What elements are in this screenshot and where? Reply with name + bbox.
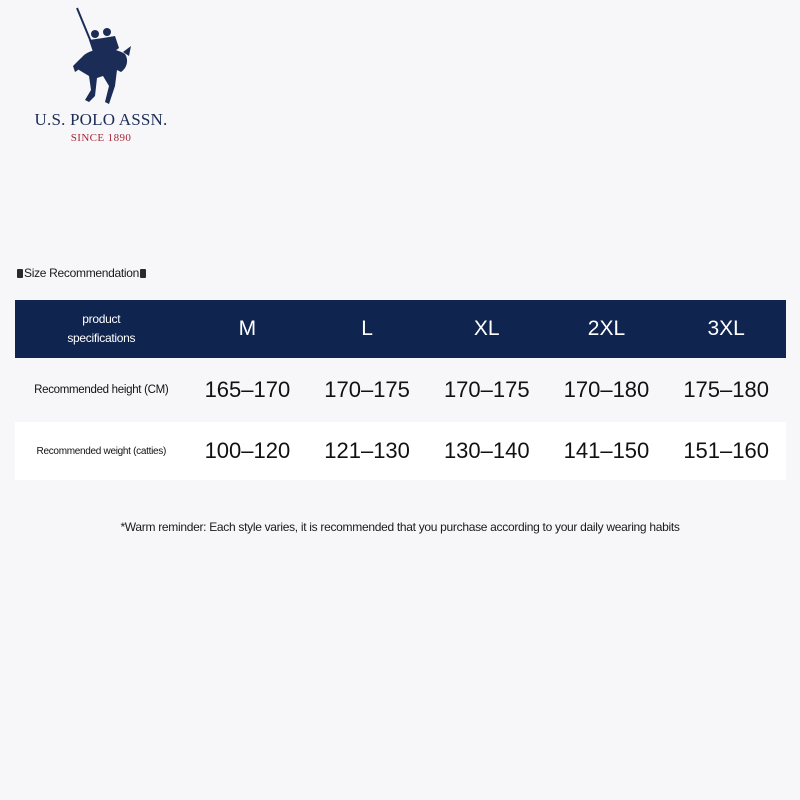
row-label-weight: Recommended weight (catties): [36, 445, 166, 457]
size-m: M: [238, 317, 257, 340]
table-row: [15, 422, 786, 480]
table-header-row: [15, 300, 786, 358]
size-3xl: 3XL: [707, 317, 745, 340]
table-cell: 175–180: [683, 377, 769, 402]
header-label-line-1: product: [82, 312, 121, 326]
row-label-height: Recommended height (CM): [34, 383, 169, 396]
table-cell: 130–140: [443, 438, 530, 463]
table-cell: 151–160: [683, 438, 769, 463]
table-cell: 170–175: [443, 377, 530, 402]
bracket-left-icon: [17, 269, 23, 278]
header-label: [15, 310, 188, 348]
bracket-right-icon: [140, 269, 146, 278]
header-label-line-2: specifications: [67, 331, 136, 345]
brand-logo: [24, 6, 178, 146]
section-title: [16, 266, 147, 280]
brand-name: U.S. POLO ASSN.: [34, 110, 168, 129]
section-title-text: Size Recommendation: [24, 266, 140, 280]
table-cell: 165–170: [204, 377, 291, 402]
size-table: [15, 300, 786, 480]
table-cell: 100–120: [204, 438, 291, 463]
size-2xl: 2XL: [587, 317, 626, 340]
warm-reminder-note: *Warm reminder: Each style varies, it is recommended that you purchase according to your daily wearing habits: [120, 520, 680, 534]
table-cell: 170–180: [563, 377, 650, 402]
table-cell: 141–150: [563, 438, 650, 463]
table-row: [15, 358, 786, 422]
polo-player-logo-icon: [69, 6, 133, 106]
table-cell: 121–130: [324, 438, 410, 463]
size-xl: XL: [473, 317, 500, 340]
brand-since: SINCE 1890: [70, 132, 132, 144]
table-cell: 170–175: [324, 377, 410, 402]
size-l: L: [361, 317, 373, 340]
